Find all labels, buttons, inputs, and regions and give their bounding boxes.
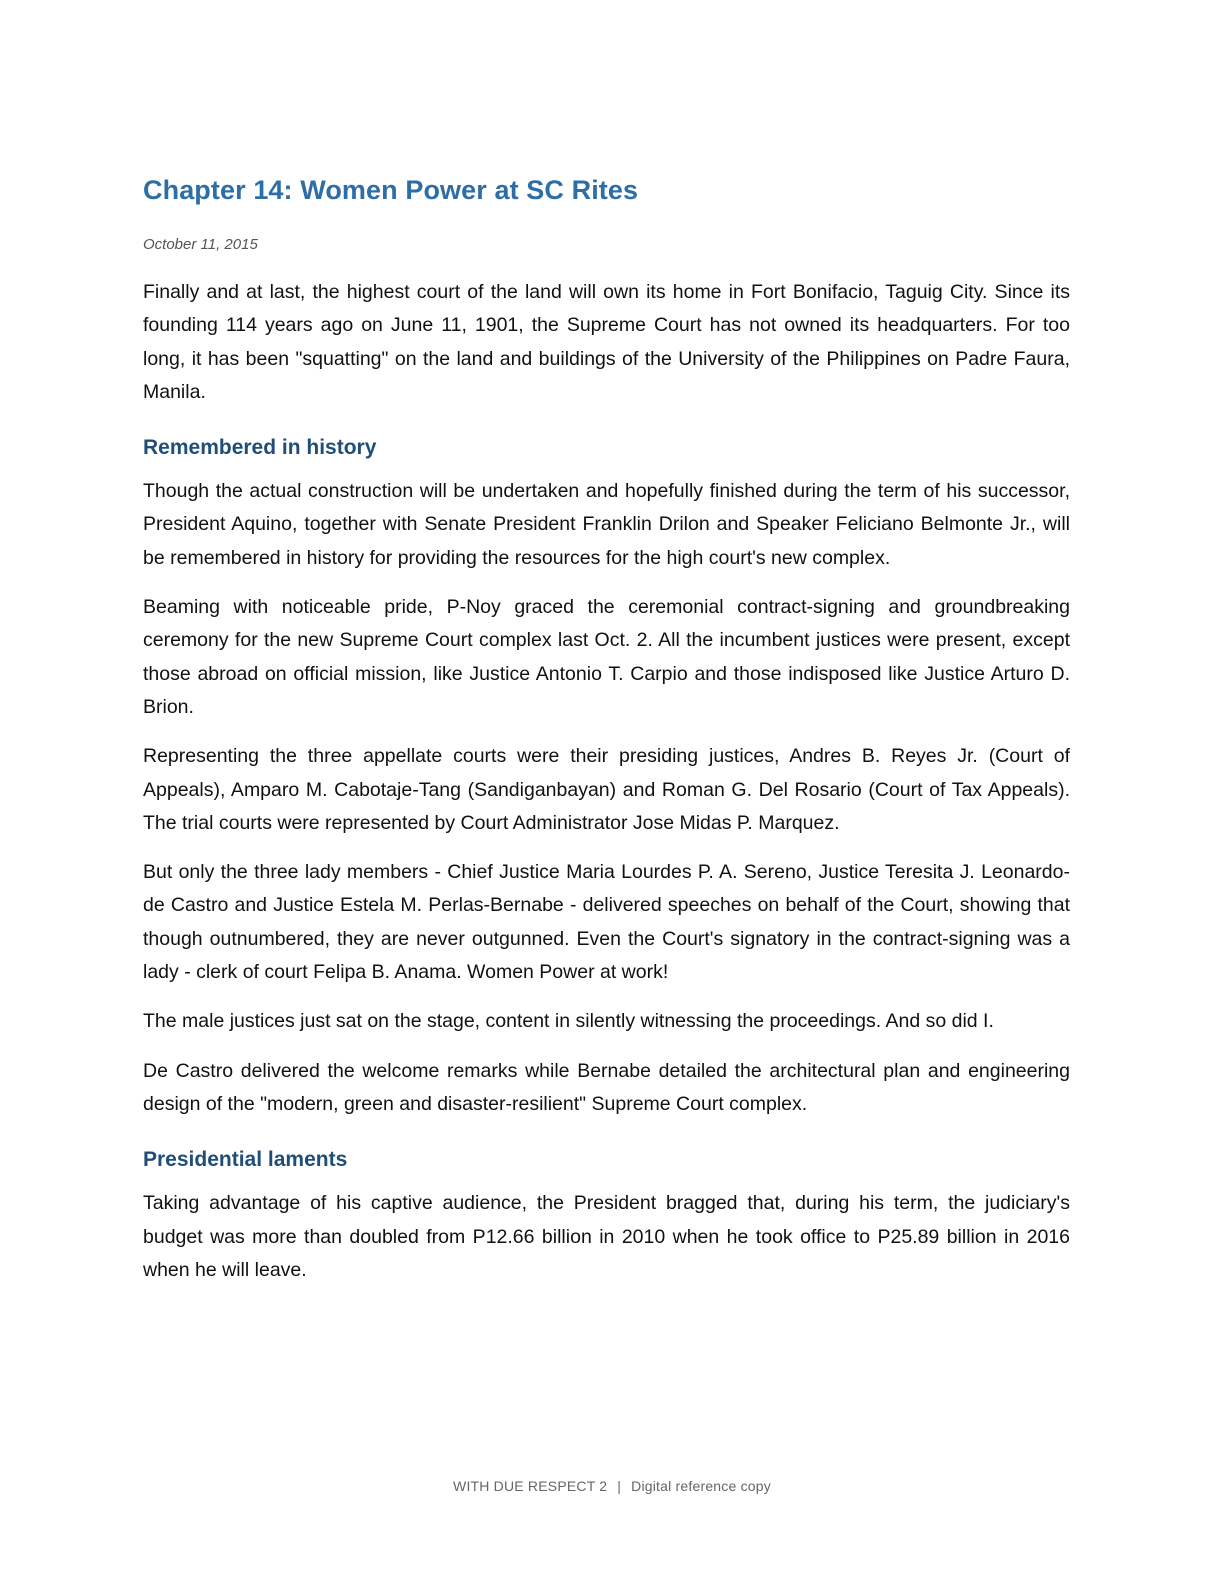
paragraph-beaming: Beaming with noticeable pride, P-Noy graced the ceremonial contract-signing and groundbreaking ceremony for the new Supreme Court complex last Oct. 2. All the incumbent justices were present, except those abroad on official mission, like Justice Antonio T. Carpio and those indisposed like Justice Arturo D. Brion.: [143, 596, 1070, 718]
chapter-title: Chapter 14: Women Power at SC Rites: [143, 175, 639, 205]
footer-separator: |: [617, 1478, 622, 1494]
page-footer: [0, 1478, 1224, 1494]
document-body: [143, 170, 1070, 1303]
footer-book-title: WITH DUE RESPECT 2: [453, 1478, 608, 1494]
paragraph-intro: Finally and at last, the highest court of the land will own its home in Fort Bonifacio, Taguig City. Since its founding 114 years ago on June 11, 1901, the Supreme Court has not owned its headquarters. For too long, it has been "squatting" on the land and buildings of the University of the Philippines on Padre Faura, Manila.: [143, 281, 1070, 403]
footer-copy-note: Digital reference copy: [631, 1478, 771, 1494]
paragraph-budget: Taking advantage of his captive audience, the President bragged that, during his term, the judiciary's budget was more than doubled from P12.66 billion in 2010 when he took office to P25.89 billion in 2016 when he will leave.: [143, 1192, 1070, 1281]
section-heading-remembered: Remembered in history: [143, 436, 377, 460]
paragraph-representing: Representing the three appellate courts were their presiding justices, Andres B. Reyes Jr. (Court of Appeals), Amparo M. Cabotaje-Tang (Sandiganbayan) and Roman G. Del Rosario (Court of Tax Appeals). The trial courts were represented by Court Administrator Jose Midas P. Marquez.: [143, 745, 1070, 834]
section-heading-laments: Presidential laments: [143, 1148, 348, 1172]
paragraph-ladies: But only the three lady members - Chief Justice Maria Lourdes P. A. Sereno, Justice Teresita J. Leonardo-de Castro and Justice Estela M. Perlas-Bernabe - delivered speeches on behalf of the Court, showing that though outnumbered, they are never outgunned. Even the Court's signatory in the contract-signing was a lady - clerk of court Felipa B. Anama. Women Power at work!: [143, 861, 1070, 984]
paragraph-decastro: De Castro delivered the welcome remarks while Bernabe detailed the architectural plan and engineering design of the "modern, green and disaster-resilient" Supreme Court complex.: [143, 1059, 1070, 1115]
paragraph-remembered: Though the actual construction will be undertaken and hopefully finished during the term of his successor, President Aquino, together with Senate President Franklin Drilon and Speaker Feliciano Belmonte Jr., will be remembered in history for providing the resources for the high court's new complex.: [143, 480, 1070, 569]
publication-date: October 11, 2015: [143, 236, 258, 253]
paragraph-male: The male justices just sat on the stage, content in silently witnessing the proceedings. And so did I.: [143, 1010, 994, 1033]
